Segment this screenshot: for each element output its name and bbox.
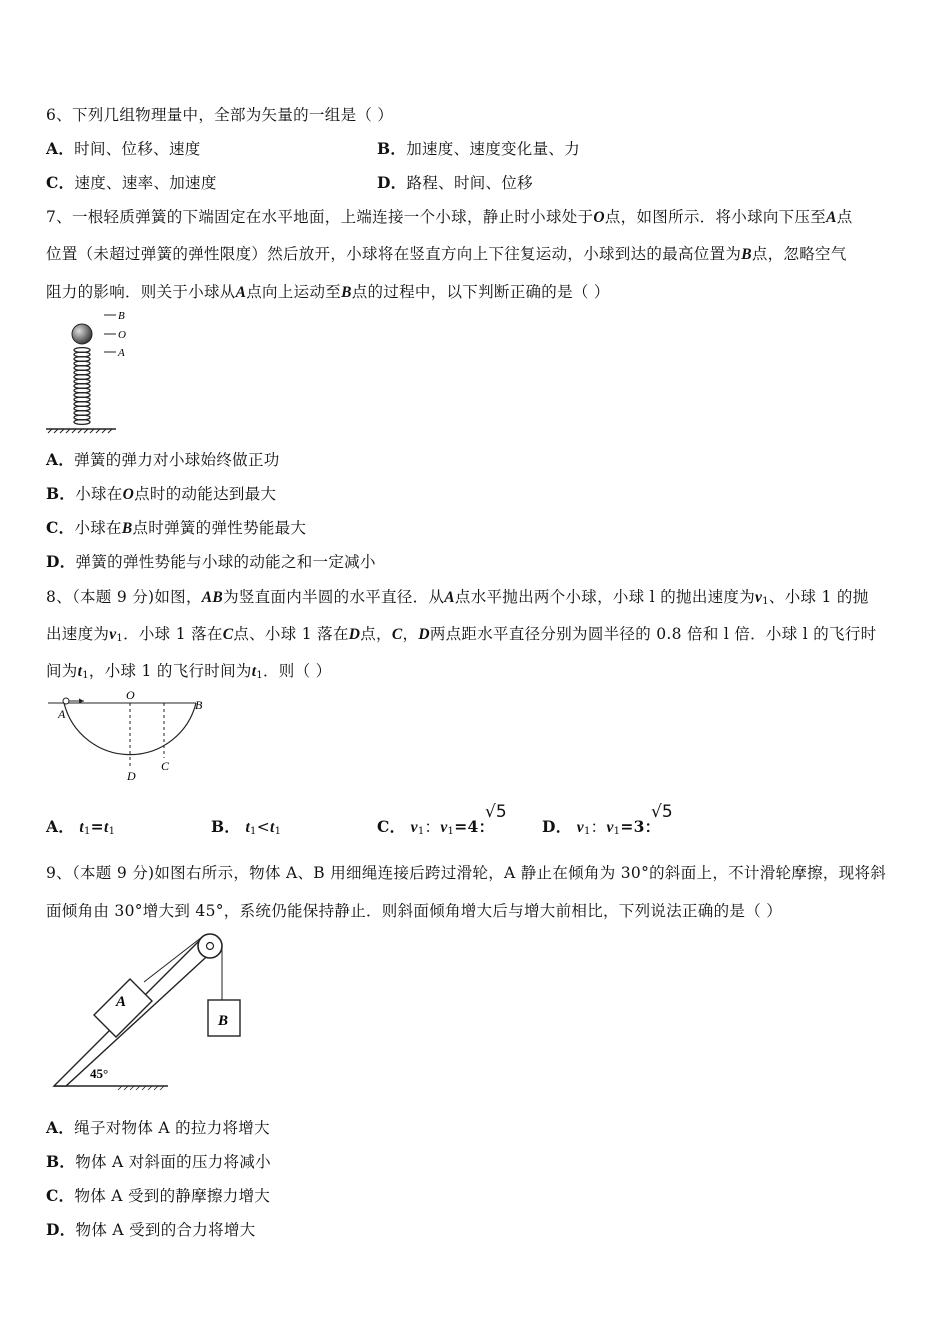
q6-option-d[interactable] (377, 171, 533, 193)
incline-pulley-figure (48, 926, 258, 1094)
option-text: 时间、位移、速度 (74, 140, 201, 158)
option-text: 速度、速率、加速度 (74, 174, 217, 192)
q7-option-b[interactable]: B．小球在O点时的动能达到最大 (46, 484, 277, 503)
option-label: D． (377, 173, 407, 192)
q8-option-c[interactable]: C． $v_1$：$v_1=4$： (377, 817, 495, 837)
q8-stem-line-3: 间为$t_1$，小球 1 的飞行时间为$t_1$．则（ ） (46, 662, 332, 681)
label-b: B (195, 698, 203, 712)
angle-label: 45° (90, 1066, 109, 1081)
q9-option-d[interactable]: D．物体 A 受到的合力将增大 (46, 1220, 256, 1239)
q9-option-a[interactable]: A．绳子对物体 A 的拉力将增大 (46, 1118, 270, 1137)
option-label: B． (377, 139, 407, 158)
q7-stem-line-3: 阻力的影响．则关于小球从A点向上运动至B点的过程中，以下判断正确的是（ ） (46, 283, 610, 301)
q7-stem-line-2: 位置（未超过弹簧的弹性限度）然后放开，小球将在竖直方向上下往复运动，小球到达的最高位置为B点，忽略空气 (46, 245, 847, 263)
option-label: C． (46, 173, 75, 192)
sqrt-five-d: √5 (651, 802, 673, 822)
q8-stem-line-2: 出速度为$v_1$．小球 1 落在C点、小球 1 落在D点，C，D两点距水平直径分别为圆半径的 0.8 倍和 l 倍．小球 l 的飞行时 (46, 625, 877, 644)
q9-stem-line-2: 面倾角由 30°增大到 45°，系统仍能保持静止．则斜面倾角增大后与增大前相比，下列说法正确的是（ ） (46, 902, 783, 920)
q9-stem-line-1: 9、（本题 9 分)如图右所示，物体 A、B 用细绳连接后跨过滑轮，A 静止在倾角为 30°的斜面上，不计滑轮摩擦，现将斜 (46, 864, 887, 882)
label-b: B (218, 1013, 229, 1029)
label-a: A (118, 347, 125, 359)
q8-stem-line-1: 8、（本题 9 分)如图，AB为竖直面内半圆的水平直径．从A点水平抛出两个小球，小球 l 的抛出速度为$v_1$、小球 1 的抛 (46, 588, 869, 607)
option-label: A． (46, 139, 75, 158)
sqrt-five-c: √5 (485, 802, 507, 822)
spring-coil (74, 348, 90, 425)
label-a: A (116, 994, 127, 1010)
q8-option-a[interactable]: A． $t_1=t_1$ (46, 817, 116, 837)
q6-option-b[interactable] (377, 137, 580, 159)
q8-option-d[interactable]: D． $v_1$：$v_1=3$： (542, 817, 661, 837)
option-text: 加速度、速度变化量、力 (406, 140, 581, 158)
label-o: O (118, 329, 126, 341)
launch-point (63, 698, 69, 704)
semicircle-figure (44, 688, 214, 784)
q9-option-b[interactable]: B．物体 A 对斜面的压力将减小 (46, 1152, 271, 1171)
option-text: 路程、时间、位移 (406, 174, 533, 192)
q7-option-d[interactable]: D．弹簧的弹性势能与小球的动能之和一定减小 (46, 552, 376, 571)
q6-stem: 6、下列几组物理量中，全部为矢量的一组是（ ） (46, 106, 394, 124)
q7-stem-line-1: 7、一根轻质弹簧的下端固定在水平地面，上端连接一个小球，静止时小球处于O点，如图所示．将小球向下压至A点 (46, 208, 853, 226)
label-o: O (126, 688, 135, 702)
q7-option-a[interactable]: A．弹簧的弹力对小球始终做正功 (46, 450, 280, 469)
q9-option-c[interactable]: C．物体 A 受到的静摩擦力增大 (46, 1186, 271, 1205)
q8-option-b[interactable]: B． $t_1<t_1$ (211, 817, 282, 837)
label-c: C (161, 759, 170, 773)
q6-option-c[interactable] (46, 171, 217, 193)
ball (72, 324, 92, 344)
label-b: B (118, 310, 125, 322)
spring-ball-figure (42, 305, 142, 437)
q6-option-a[interactable] (46, 137, 201, 159)
label-d: D (127, 769, 136, 783)
q7-option-c[interactable]: C．小球在B点时弹簧的弹性势能最大 (46, 518, 307, 537)
label-a: A (58, 707, 66, 721)
pulley-axle (207, 943, 214, 950)
